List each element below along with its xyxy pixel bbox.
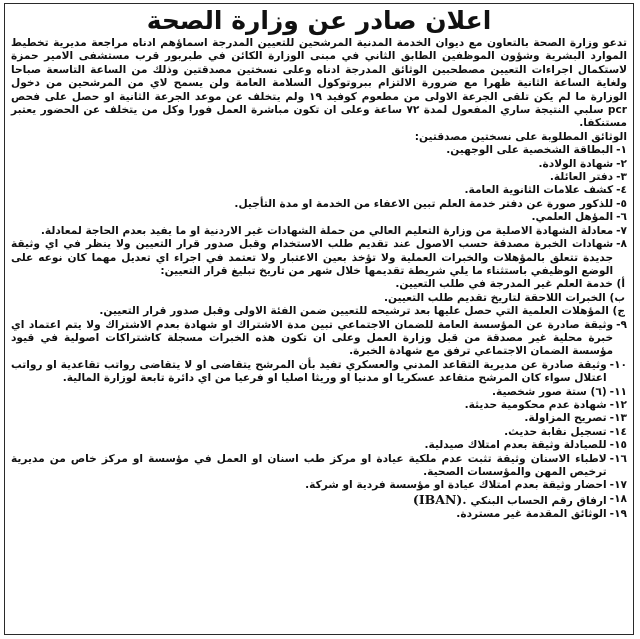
item-number: ١٠- — [609, 358, 627, 371]
documents-list — [11, 144, 627, 278]
sub-item-a: أ) خدمة العلم غير المدرجة في طلب التعيين. — [395, 278, 625, 291]
item-text: (٦) ستة صور شخصية. — [492, 385, 607, 398]
item-text — [11, 493, 607, 508]
sub-item-b: ب) الخبرات اللاحقة لتاريخ تقديم طلب التعيين. — [383, 291, 625, 304]
item-number: ١١- — [609, 385, 627, 398]
item-text: شهادة عدم محكومية حديثة. — [464, 398, 607, 411]
item-number: ١٦- — [609, 452, 627, 465]
item-number: ١٤- — [609, 425, 627, 438]
list-item — [11, 493, 627, 508]
item-number: ١٥- — [609, 439, 627, 452]
list-item — [11, 158, 627, 171]
item-text: وثيقة صادرة عن مديرية التقاعد المدني والعسكري تفيد بأن المرشح يتقاضى او لا يتقاضى رواتب تقاعدية او رواتب اعتلال سواء كان المرشح متقاعد عسكريا او مدنيا او وريثا اصليا او فرعيا من اي دائرة تابعة لوزارة المالية. — [11, 358, 607, 385]
list-item — [11, 171, 627, 184]
list-item — [11, 359, 627, 386]
item-number: ٦- — [616, 211, 627, 224]
documents-heading: الوثائق المطلوبة على نسختين مصدقتين: — [414, 130, 627, 143]
list-item — [11, 184, 627, 197]
list-item — [11, 508, 627, 521]
list-item — [11, 211, 627, 224]
item-number: ١- — [616, 144, 627, 157]
item-number: ١٢- — [609, 398, 627, 411]
bank-account-text: ارفاق رقم الحساب البنكي — [470, 494, 607, 507]
item-text: البطاقة الشخصية على الوجهين. — [446, 144, 614, 157]
item-text: تسجيل نقابة حديث. — [504, 425, 607, 438]
list-item — [11, 386, 627, 399]
item-text: كشف علامات الثانوية العامة. — [464, 184, 614, 197]
item-number: ٨- — [616, 238, 627, 251]
list-item — [11, 412, 627, 425]
list-item — [11, 479, 627, 492]
announcement-title: اعلان صادر عن وزارة الصحة — [146, 6, 492, 35]
item-number: ٢- — [616, 157, 627, 170]
item-number: ٤- — [616, 184, 627, 197]
list-item — [11, 238, 627, 278]
item-text: للذكور صورة عن دفتر خدمة العلم تبين الاعفاء من الخدمة او مدة التأجيل. — [234, 197, 614, 210]
item-text: وثيقة صادرة عن المؤسسة العامة للضمان الاجتماعي تبين مدة الاشتراك او شهادة بعدم الاشتراك ولا يتم اعتماد اي خبرة محلية غير مصدقة من قبل وزارة العمل وعلى ان تكون هذه الخبرات مسجلة كاشتراكات اصولية في قيود مؤسسة الضمان الاجتماعي ترفق مع شهادة الخبرة. — [11, 318, 614, 358]
item-number: ٩- — [616, 318, 627, 331]
item-text: للصيادلة وثيقة بعدم امتلاك صيدلية. — [424, 439, 607, 452]
item-number: ١٨- — [609, 492, 627, 505]
list-item — [11, 453, 627, 480]
item-text: شهادة الولادة. — [538, 157, 614, 170]
list-item — [11, 399, 627, 412]
item-text: المؤهل العلمي. — [531, 211, 614, 224]
intro-paragraph: تدعو وزارة الصحة بالتعاون مع ديوان الخدمة المدنية المرشحين للتعيين المدرجة اسماؤهم ادناه مراجعة مديرية تخطيط الموارد البشرية وشؤون الموظفين الطابق الثاني في مبنى الوزارة الكائن في طبربور قرب مستشفى الامير حمزة لاستكمال اجراءات التعيين مصطحبين الوثائق المدرجة ادناه وعلى نسختين مصدقتين وذلك من الساعة التاسعة صباحا ولغاية الساعة الثانية ظهرا مع ضرورة الالتزام ببروتوكول السلامة العامة ولن يسمح لاي من المرشحين من دخول الوزارة ما لم يكن تلقى الجرعة الاولى من مطعوم كوفيد ١٩ ولم يتخلف عن موعد الجرعة الثانية او حصل على فحص pcr سلبي النتيجة ساري المفعول لمدة ٧٢ ساعة وعلى ان تكون مباشرة العمل فورا وكل من يتخلف عن الحضور يعتبر مستنكفا. — [11, 37, 627, 130]
item-number: ٥- — [616, 197, 627, 210]
announcement-page — [4, 3, 634, 635]
sub-item-c: ج) المؤهلات العلمية التي حصل عليها بعد ترشيحه للتعيين ضمن الفئة الاولى وقبل صدور قرار التعيين. — [99, 305, 625, 318]
list-item — [11, 319, 627, 359]
item-text: معادلة الشهادة الاصلية من وزارة التعليم العالي من حملة الشهادات غير الاردنية او ما يفيد بعدم الحاجة لمعادلة. — [40, 224, 614, 237]
item-number: ١٩- — [609, 508, 627, 521]
documents-list-continued — [11, 319, 627, 522]
item-text: الوثائق المقدمة غير مستردة. — [456, 508, 607, 521]
list-item — [11, 426, 627, 439]
item-text: شهادات الخبرة مصدقة حسب الاصول عند تقديم طلب الاستخدام وقبل صدور قرار التعيين ولا ينظر في اي وثيقة جديدة تتعلق بالمؤهلات والخبرات العملية ولا تؤخذ بعين الاعتبار ولا تعتمد في اجراء اي تعديل مهما كان نوعه على الوضع الوظيفي باستثناء ما يلي شريطة تقديمها خلال شهر من تاريخ تبليغ قرار التعيين: — [11, 238, 614, 277]
item-text: احضار وثيقة بعدم امتلاك عيادة او مؤسسة فردية او شركة. — [305, 479, 607, 492]
list-item — [11, 439, 627, 452]
list-item — [11, 225, 627, 238]
item-text: دفتر العائلة. — [549, 171, 614, 184]
item-number: ١٣- — [609, 412, 627, 425]
item-number: ١٧- — [609, 479, 627, 492]
list-item — [11, 144, 627, 157]
list-item — [11, 198, 627, 211]
item-text: لاطباء الاسنان وثيقة تثبت عدم ملكية عيادة او مركز طب اسنان او العمل في مؤسسة او مركز خاص من مديرية ترخيص المهن والمؤسسات الصحية. — [11, 452, 607, 478]
item-number: ٧- — [616, 224, 627, 237]
item-number: ٣- — [616, 171, 627, 184]
item-text: تصريح المزاولة. — [524, 412, 607, 425]
iban-label: (IBAN). — [412, 491, 467, 507]
